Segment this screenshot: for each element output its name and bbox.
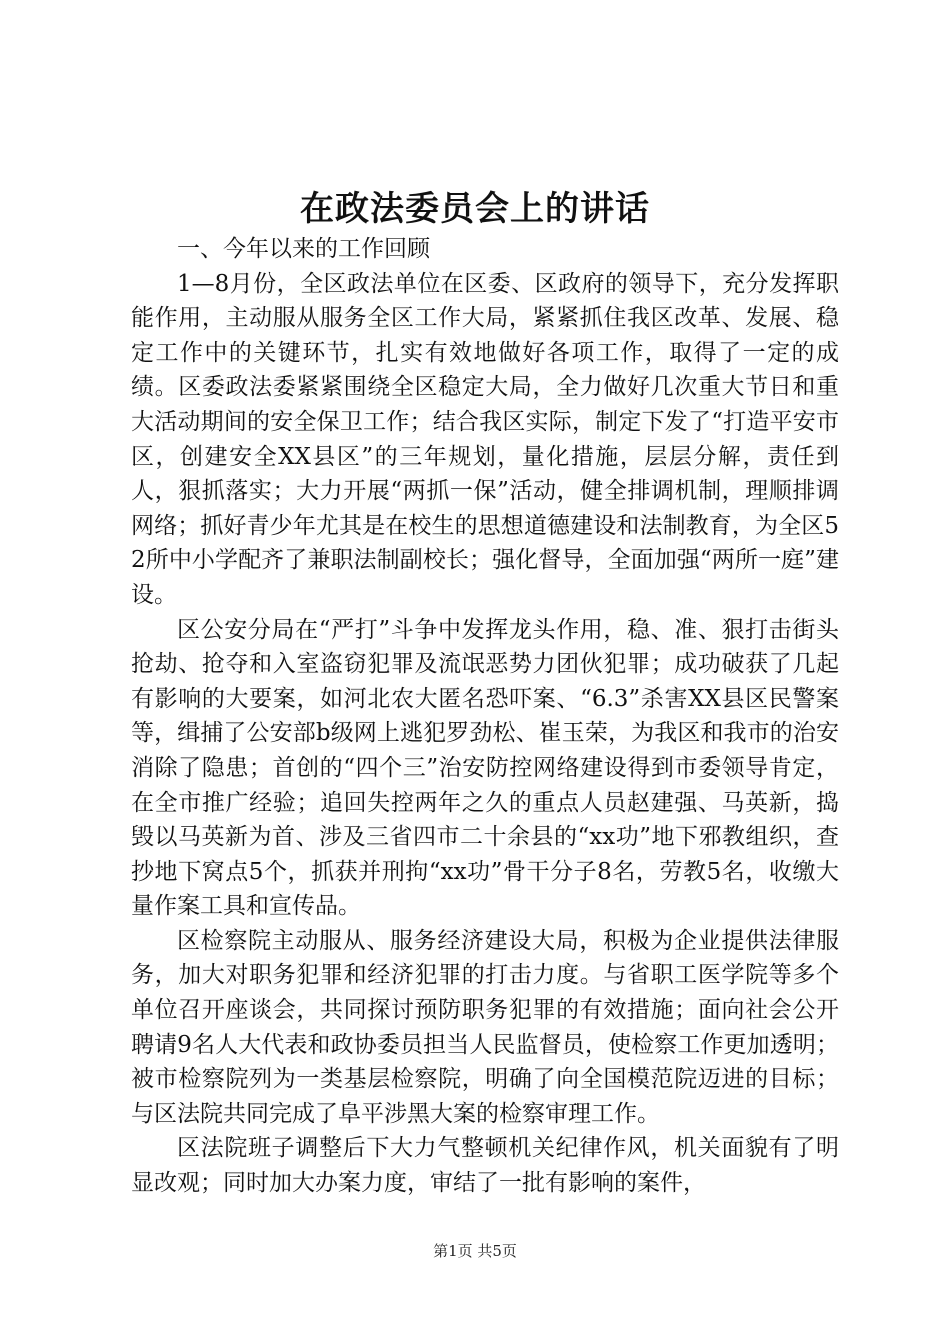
document-title: 在政法委员会上的讲话 xyxy=(300,189,650,229)
paragraph-court: 区法院班子调整后下大力气整顿机关纪律作风，机关面貌有了明显改观；同时加大办案力度，审结了一批有影响的案件， xyxy=(131,1135,839,1197)
paragraph-public-security: 区公安分局在“严打”斗争中发挥龙头作用，稳、准、狠打击街头抢劫、抢夺和入室盗窃犯罪及流氓恶势力团伙犯罪；成功破获了几起有影响的大要案，如河北农大匿名恐吓案、“6.3”杀害XX县区民警案等，缉捕了公安部b级网上逃犯罗劲松、崔玉荣，为我区和我市的治安消除了隐患；首创的“四个三”治安防控网络建设得到市委领导肯定，在全市推广经验；追回失控两年之久的重点人员赵建强、马英新，捣毁以马英新为首、涉及三省四市二十余县的“xx功”地下邪教组织，查抄地下窝点5个，抓获并刑拘“xx功”骨干分子8名，劳教5名，收缴大量作案工具和宣传品。 xyxy=(131,616,839,920)
document-body xyxy=(131,232,839,1201)
section-heading: 一、今年以来的工作回顾 xyxy=(177,236,430,262)
paragraph-procuratorate: 区检察院主动服从、服务经济建设大局，积极为企业提供法律服务，加大对职务犯罪和经济犯罪的打击力度。与省职工医学院等多个单位召开座谈会，共同探讨预防职务犯罪的有效措施；面向社会公开聘请9名人大代表和政协委员担当人民监督员，使检察工作更加透明；被市检察院列为一类基层检察院，明确了向全国模范院迈进的目标；与区法院共同完成了阜平涉黑大案的检察审理工作。 xyxy=(131,927,839,1127)
page-number-footer: 第1页 共5页 xyxy=(433,1242,517,1260)
paragraph-overview: 1—8月份，全区政法单位在区委、区政府的领导下，充分发挥职能作用，主动服从服务全区工作大局，紧紧抓住我区改革、发展、稳定工作中的关键环节，扎实有效地做好各项工作，取得了一定的成绩。区委政法委紧紧围绕全区稳定大局，全力做好几次重大节日和重大活动期间的安全保卫工作；结合我区实际，制定下发了“打造平安市区，创建安全XX县区”的三年规划，量化措施，层层分解，责任到人，狠抓落实；大力开展“两抓一保”活动，健全排调机制，理顺排调网络；抓好青少年尤其是在校生的思想道德建设和法制教育，为全区52所中小学配齐了兼职法制副校长；强化督导，全面加强“两所一庭”建设。 xyxy=(131,270,839,608)
